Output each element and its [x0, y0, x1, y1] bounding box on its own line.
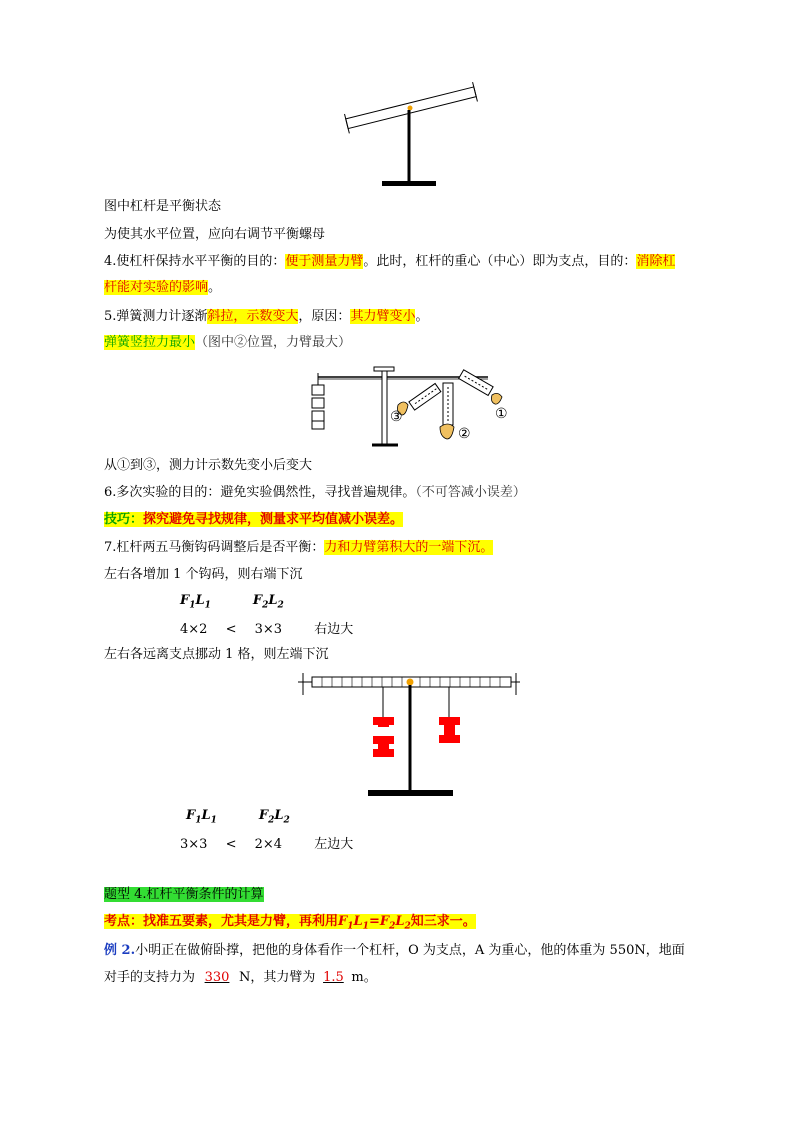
- f2-right: 2×4: [254, 837, 283, 852]
- example-q1: 对手的支持力为: [104, 970, 196, 985]
- f2-left: 3×3: [180, 837, 208, 852]
- f2-op: <: [225, 837, 237, 852]
- line-purpose-6: [104, 483, 526, 503]
- section-title: 杠杆平衡条件的计算: [146, 887, 264, 902]
- answer-support-force: 330: [204, 970, 230, 985]
- q5-answer-2: 其力臂变小: [350, 309, 416, 324]
- tip-highlight: [104, 512, 403, 527]
- left-weights: [373, 717, 394, 757]
- line-spring-5: [104, 307, 428, 327]
- key-point-tail: 知三求一。: [410, 914, 476, 929]
- q7-answer: 力和力臂第积大的一端下沉。: [324, 540, 494, 555]
- formula-1-header: $F_1L_1$ $F_2L_2$: [180, 593, 284, 611]
- q6-note: （不可答减小误差）: [415, 485, 526, 500]
- circle-1-label: ①: [495, 406, 508, 422]
- q4-answer-2b: 杆能对实验的影响: [104, 280, 209, 295]
- formula-1-row: [180, 618, 353, 637]
- circle-3-label: ③: [390, 409, 403, 425]
- section-number: 题型 4.: [104, 887, 147, 902]
- example-text: 小明正在做俯卧撑，把他的身体看作一个杠杆，O 为支点，A 为重心，他的体重为 550N，地面: [135, 943, 685, 958]
- line-balance-state: 图中杠杆是平衡状态: [104, 199, 222, 214]
- q4-answer-1: 便于测量力臂: [285, 254, 364, 269]
- vertical-min-note: （图中②位置，力臂最大）: [195, 335, 352, 350]
- f1-right: 3×3: [254, 622, 283, 637]
- line-adjust-nut: 为使其水平位置，应向右调节平衡螺母: [104, 227, 326, 242]
- f1-left: 4×2: [180, 622, 208, 637]
- q6-text: 6.多次实验的目的：避免实验偶然性，寻找普遍规律。: [104, 485, 416, 500]
- key-point-highlight: 考点：找准五要素，尤其是力臂，再利用$F_1L_1=F_2L_2$知三求一。: [104, 914, 476, 932]
- tip-label: 技巧：: [104, 512, 144, 527]
- formula-2-header: $F_1L_1$ $F_2L_2$: [186, 808, 290, 826]
- line-vertical-min: [104, 333, 351, 353]
- q4-mid: 。此时，杠杆的重心（中心）即为支点，目的：: [363, 254, 637, 269]
- tip-text: 探究避免寻找规律，测量求平均值减小误差。: [143, 512, 404, 527]
- answer-lever-arm: 1.5: [323, 970, 344, 985]
- line-purpose-4: [104, 252, 675, 272]
- q4-label: 4.使杠杆保持水平平衡的目的：: [104, 254, 286, 269]
- formula-2-row: [180, 833, 353, 852]
- key-point-text: 找准五要素，尤其是力臂，再利用: [143, 914, 339, 929]
- period: 。: [208, 280, 222, 295]
- f1-op: <: [225, 622, 237, 637]
- period: 。: [415, 309, 429, 324]
- example-unit: m。: [351, 970, 377, 985]
- line-add-weight: 左右各增加 1 个钩码，则右端下沉: [104, 567, 303, 582]
- hanging-weights: [312, 385, 324, 429]
- f1-result: 右边大: [314, 622, 354, 637]
- q7-label: 7.杠杆两五马衡钩码调整后是否平衡：: [104, 540, 325, 555]
- f2-result: 左边大: [314, 837, 354, 852]
- balanced-lever-figure: [0, 665, 794, 805]
- line-key-point: [104, 912, 476, 937]
- tilted-lever-figure: [0, 0, 794, 200]
- q5-mid: ，原因：: [298, 309, 351, 324]
- line-purpose-4-cont: [104, 278, 221, 298]
- line-example-2: [104, 941, 685, 961]
- q5-label: 5.弹簧测力计逐渐: [104, 309, 208, 324]
- section-heading-type4: [104, 885, 264, 905]
- example-label: 例 2.: [104, 943, 136, 958]
- circle-2-label: ②: [458, 426, 471, 442]
- q4-answer-2a: 消除杠: [636, 254, 676, 269]
- line-example-2-cont: [104, 968, 377, 988]
- section-heading-highlight: [104, 887, 264, 902]
- line-q7: [104, 538, 493, 558]
- line-tip: [104, 510, 403, 530]
- q5-answer-1: 斜拉，示数变大: [207, 309, 299, 324]
- example-q2: N，其力臂为: [239, 970, 316, 985]
- line-from-1-to-3: 从①到③，测力计示数先变小后变大: [104, 458, 313, 473]
- key-point-label: 考点：: [104, 914, 144, 929]
- line-move-weight: 左右各远离支点挪动 1 格，则左端下沉: [104, 647, 329, 662]
- vertical-min-label: 弹簧竖拉力最小: [104, 335, 196, 350]
- right-weights: [439, 717, 460, 743]
